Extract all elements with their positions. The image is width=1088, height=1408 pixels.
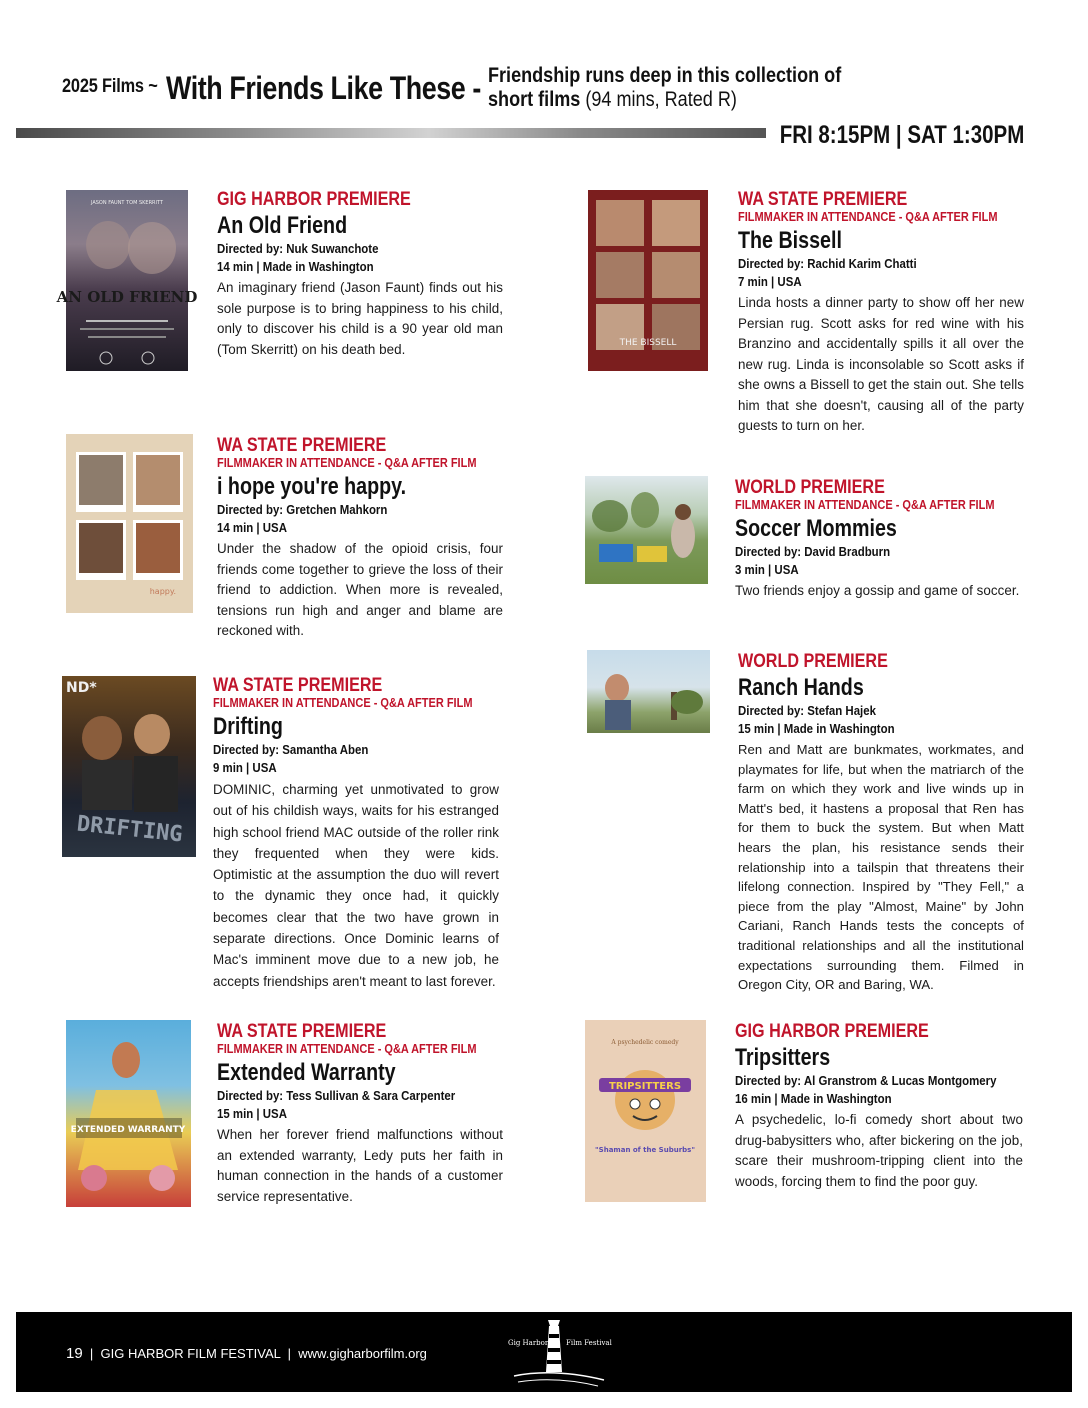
film-runtime: 15 min | USA <box>217 1106 287 1121</box>
attendance-label: FILMMAKER IN ATTENDANCE - Q&A AFTER FILM <box>735 498 995 512</box>
film-director: Directed by: Nuk Suwanchote <box>217 241 379 256</box>
premiere-label: GIG HARBOR PREMIERE <box>217 189 411 210</box>
film-description: An imaginary friend (Jason Faunt) finds out his sole purpose is to bring happiness to his child, only to discover his child is a 90 year old man (Tom Skerritt) on his death bed. <box>217 280 503 357</box>
film-runtime: 14 min | Made in Washington <box>217 259 374 274</box>
attendance-label: FILMMAKER IN ATTENDANCE - Q&A AFTER FILM <box>738 210 998 224</box>
film-description: When her forever friend malfunctions without an extended warranty, Ledy puts her faith in human connection in the hands of a customer service representative. <box>217 1127 503 1204</box>
svg-text:ND*: ND* <box>66 680 97 696</box>
poster-art <box>585 1020 706 1202</box>
film-runtime: 9 min | USA <box>213 760 277 775</box>
lighthouse-logo-icon <box>494 1314 614 1390</box>
poster-title-text: DRIFTING <box>75 811 184 848</box>
film-info <box>738 652 1024 995</box>
program-title: With Friends Like These - <box>166 70 481 106</box>
poster-title-text: happy. <box>149 587 176 596</box>
film-director: Directed by: Stefan Hajek <box>738 703 876 718</box>
film-info <box>735 478 1025 602</box>
film-info <box>217 1022 503 1207</box>
poster-art <box>585 476 708 584</box>
film-title: An Old Friend <box>217 212 348 239</box>
header-divider-bar <box>16 128 766 138</box>
logo-text-right: Film Festival <box>566 1339 612 1347</box>
poster-art <box>588 190 708 371</box>
page-number: 19 <box>66 1345 83 1362</box>
attendance-label: FILMMAKER IN ATTENDANCE - Q&A AFTER FILM <box>217 1042 477 1056</box>
film-director: Directed by: David Bradburn <box>735 544 891 559</box>
poster-tagline: A psychedelic comedy <box>611 1039 679 1046</box>
svg-text:JASON FAUNT TOM SKERRITT: JASON FAUNT TOM SKERRITT <box>90 200 164 206</box>
film-info <box>213 676 499 992</box>
film-director: Directed by: Gretchen Mahkorn <box>217 502 388 517</box>
footer-text <box>66 1345 427 1362</box>
film-poster <box>56 190 198 371</box>
film-title: i hope you're happy. <box>217 473 407 500</box>
film-runtime: 14 min | USA <box>217 520 287 535</box>
poster-art <box>66 1020 191 1207</box>
film-runtime: 16 min | Made in Washington <box>735 1091 892 1106</box>
poster-art <box>66 434 193 613</box>
premiere-label: WA STATE PREMIERE <box>213 675 383 696</box>
film-info <box>738 190 1024 437</box>
film-runtime: 7 min | USA <box>738 274 802 289</box>
footer-separator: | <box>287 1346 292 1361</box>
poster-title-text: AN OLD FRIEND <box>56 288 198 306</box>
film-title: Tripsitters <box>735 1044 831 1071</box>
film-director: Directed by: Samantha Aben <box>213 742 369 757</box>
film-description: Ren and Matt are bunkmates, workmates, and playmates for life, but when the matriarch of the farm on which they work and live winds up in Matt's bed, it hastens a proposal that Ren has for them to buck the system. But when Matt hears the plan, his resistance sends their relationship into a tailspin that threatens their lifelong connection. Inspired by "They Fell," a piece from the play "Almost, Maine" by John Cariani, Ranch Hands tests the concepts of traditional relationships and all the institutional expectations surrounding them. Filmed in Oregon City, OR and Baring, WA. <box>738 742 1024 993</box>
film-title: Ranch Hands <box>738 674 864 701</box>
header-prefix: 2025 Films ~ <box>62 76 158 97</box>
film-description: DOMINIC, charming yet unmotivated to grow out of his childish ways, waits for his estranged high school friend MAC outside of the roller rink they frequented when they were kids. Optimistic at the assumption the duo will revert to the dynamic they once had, it quickly becomes clear that the two have grown in separate directions. Once Dominic learns of Mac's imminent move due to a new job, he accepts friendships aren't meant to last forever. <box>213 782 499 989</box>
film-title: Drifting <box>213 713 283 740</box>
poster-art <box>56 190 198 371</box>
poster-art <box>587 650 710 733</box>
logo-text-left: Gig Harbor <box>508 1339 549 1347</box>
footer-separator: | <box>89 1346 94 1361</box>
festival-url[interactable]: www.gigharborfilm.org <box>298 1346 427 1361</box>
film-runtime: 3 min | USA <box>735 562 799 577</box>
film-description: Under the shadow of the opioid crisis, four friends come together to grieve the loss of their friend to addiction. When more is revealed, tensions run high and anger and blame are reckoned with. <box>217 541 503 638</box>
film-poster <box>587 650 710 733</box>
showtimes: FRI 8:15PM | SAT 1:30PM <box>779 121 1024 149</box>
subtitle-line-2 <box>488 88 841 112</box>
page-footer <box>16 1312 1072 1392</box>
poster-title-text: THE BISSELL <box>619 338 677 348</box>
poster-title-text: EXTENDED WARRANTY <box>70 1125 186 1135</box>
film-title: Soccer Mommies <box>735 515 897 542</box>
attendance-label: FILMMAKER IN ATTENDANCE - Q&A AFTER FILM <box>213 696 473 710</box>
premiere-label: GIG HARBOR PREMIERE <box>735 1021 929 1042</box>
subtitle-bold: short films <box>488 88 581 111</box>
film-poster <box>588 190 708 371</box>
program-subtitle <box>488 64 841 112</box>
festival-name: GIG HARBOR FILM FESTIVAL <box>100 1346 281 1361</box>
premiere-label: WA STATE PREMIERE <box>217 435 387 456</box>
film-title: The Bissell <box>738 227 842 254</box>
page-header <box>62 64 1042 120</box>
film-director: Directed by: Rachid Karim Chatti <box>738 256 917 271</box>
film-poster <box>66 434 193 613</box>
film-poster <box>585 476 708 584</box>
film-description: Two friends enjoy a gossip and game of soccer. <box>735 583 1020 598</box>
film-director: Directed by: Tess Sullivan & Sara Carpenter <box>217 1088 456 1103</box>
film-director: Directed by: Al Granstrom & Lucas Montgomery <box>735 1073 997 1088</box>
film-info <box>217 436 503 642</box>
premiere-label: WA STATE PREMIERE <box>738 189 908 210</box>
subtitle-line-1: Friendship runs deep in this collection of <box>488 64 842 87</box>
poster-title-text: TRIPSITTERS <box>608 1081 682 1092</box>
film-title: Extended Warranty <box>217 1059 396 1086</box>
poster-subtitle: "Shaman of the Suburbs" <box>595 1146 695 1154</box>
attendance-label: FILMMAKER IN ATTENDANCE - Q&A AFTER FILM <box>217 456 477 470</box>
film-info <box>217 190 503 360</box>
poster-art <box>62 676 196 857</box>
film-runtime: 15 min | Made in Washington <box>738 721 895 736</box>
film-poster <box>62 676 196 857</box>
film-description: Linda hosts a dinner party to show off her new Persian rug. Scott asks for red wine with his Branzino and accidentally spills it all over the new rug. Linda is inconsolable so Scott asks if she owns a Bissell to get the stain out. She tells him that she doesn't, causing all of the party guests to turn on her. <box>738 295 1024 433</box>
film-poster <box>66 1020 191 1207</box>
film-description: A psychedelic, lo-fi comedy short about two drug-babysitters who, after bickering on the job, scare their mushroom-tripping client into the woods, forcing them to find the poor guy. <box>735 1112 1023 1189</box>
film-info <box>735 1022 1023 1192</box>
premiere-label: WA STATE PREMIERE <box>217 1021 387 1042</box>
film-poster <box>585 1020 706 1202</box>
premiere-label: WORLD PREMIERE <box>735 477 885 498</box>
subtitle-rest: (94 mins, Rated R) <box>580 88 737 111</box>
premiere-label: WORLD PREMIERE <box>738 651 888 672</box>
